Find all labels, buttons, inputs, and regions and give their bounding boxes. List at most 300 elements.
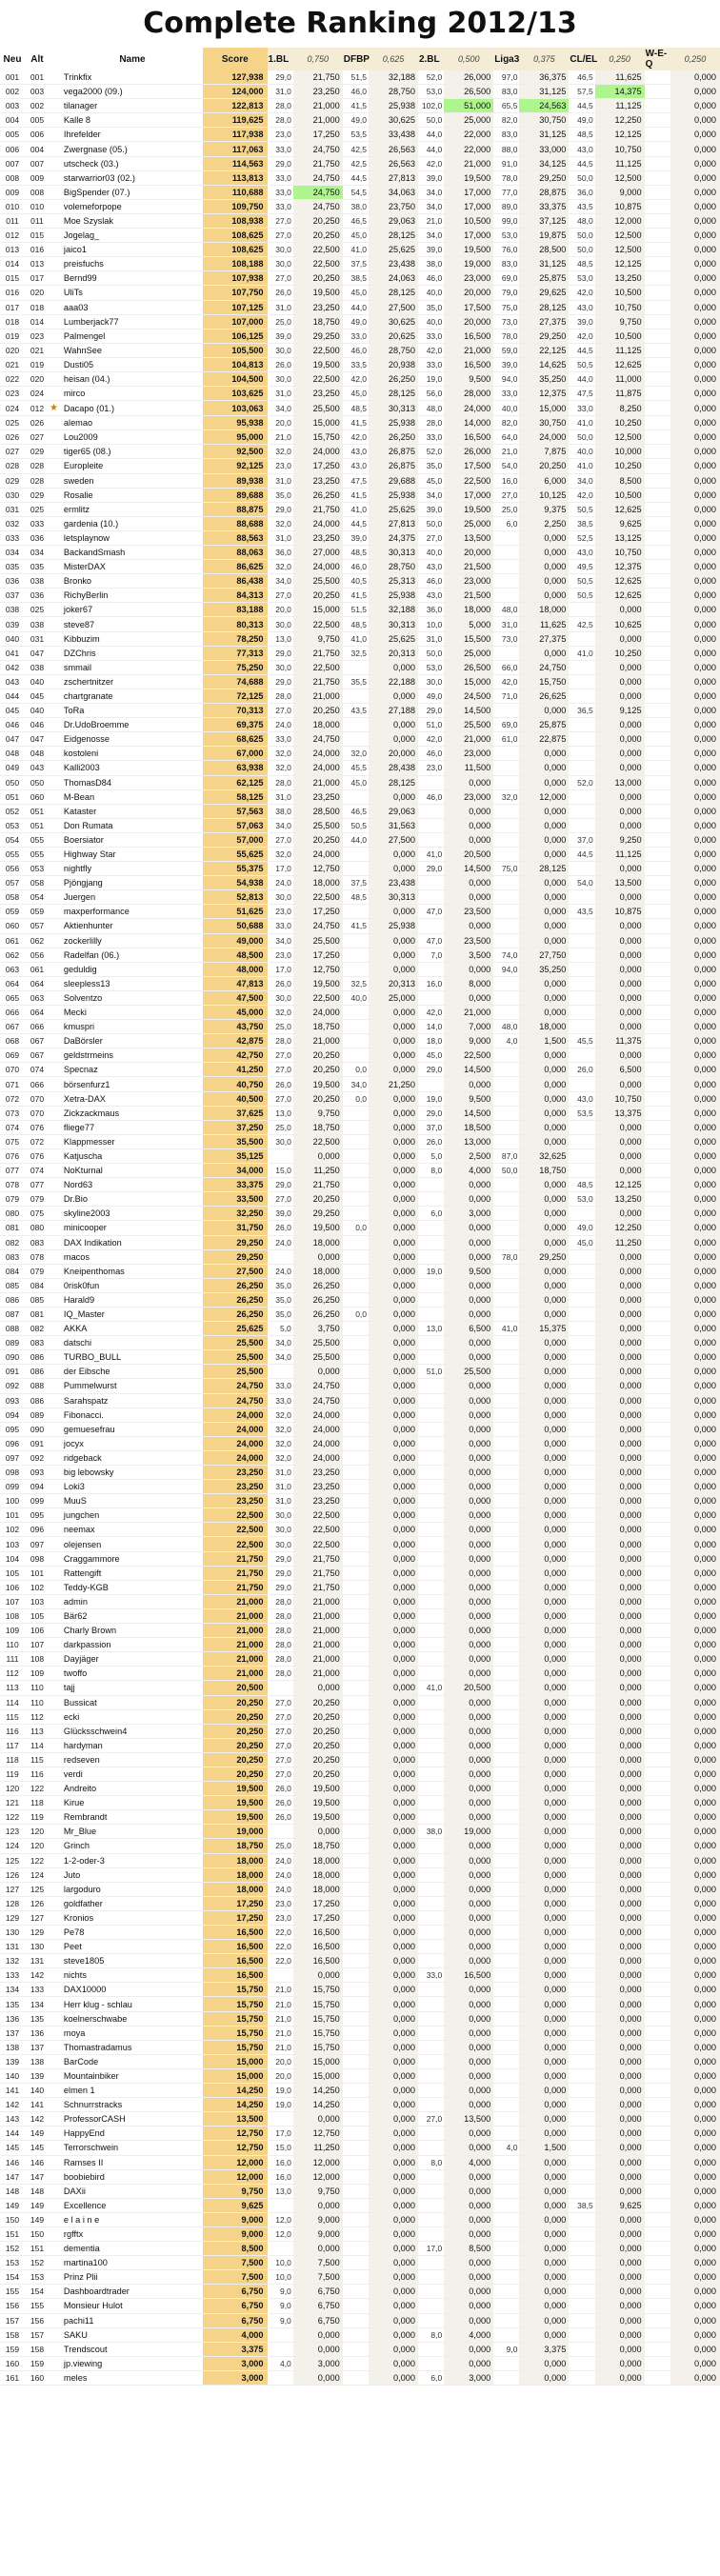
player-name: starwarrior03 (02.): [62, 170, 203, 185]
total-score: 114,563: [203, 156, 268, 170]
rank-new: 102: [0, 1523, 25, 1537]
points-1bl: 27,0: [268, 1752, 293, 1767]
weighted-1bl: 26,250: [293, 1292, 343, 1307]
rank-new: 023: [0, 387, 25, 401]
points-dfbp: [343, 2169, 369, 2184]
points-2bl: 40,0: [418, 546, 444, 560]
weighted-dfbp: 28,438: [369, 761, 418, 775]
points-weq: [645, 488, 670, 502]
rank-new: 148: [0, 2184, 25, 2198]
rank-new: 066: [0, 1006, 25, 1020]
points-clel: 43,0: [569, 546, 594, 560]
table-row: [0, 2141, 720, 2155]
points-weq: [645, 1867, 670, 1882]
points-1bl: 39,0: [268, 1207, 293, 1221]
points-dfbp: [343, 1695, 369, 1709]
points-dfbp: 32,5: [343, 646, 369, 660]
rank-old: 083: [25, 1235, 50, 1249]
points-clel: [569, 1608, 594, 1623]
points-clel: [569, 1968, 594, 1983]
weighted-clel: 12,500: [595, 243, 645, 257]
weighted-liga3: 28,125: [519, 300, 569, 314]
weighted-weq: 0,000: [670, 1853, 720, 1867]
points-1bl: 27,0: [268, 1709, 293, 1724]
rank-new: 152: [0, 2242, 25, 2256]
weighted-liga3: 0,000: [519, 530, 569, 545]
weighted-clel: 0,000: [595, 1393, 645, 1408]
weighted-clel: 0,000: [595, 2112, 645, 2127]
rank-new: 144: [0, 2127, 25, 2141]
row-marker: [50, 2285, 62, 2299]
weighted-clel: 12,625: [595, 574, 645, 589]
points-clel: 41,0: [569, 416, 594, 430]
points-dfbp: [343, 1422, 369, 1436]
points-2bl: 29,0: [418, 1063, 444, 1077]
points-clel: [569, 2313, 594, 2327]
weighted-weq: 0,000: [670, 357, 720, 371]
weighted-2bl: 0,000: [444, 990, 493, 1005]
weighted-1bl: 23,250: [293, 1480, 343, 1494]
points-clel: [569, 1983, 594, 1997]
total-score: 22,500: [203, 1523, 268, 1537]
player-name: Nord63: [62, 1178, 203, 1192]
points-clel: [569, 1508, 594, 1523]
weighted-2bl: 0,000: [444, 1422, 493, 1436]
weighted-2bl: 23,500: [444, 933, 493, 948]
points-1bl: 31,0: [268, 530, 293, 545]
rank-new: 017: [0, 300, 25, 314]
row-marker: [50, 271, 62, 286]
points-2bl: [418, 2285, 444, 2299]
row-marker: [50, 962, 62, 976]
weighted-2bl: 16,500: [444, 329, 493, 343]
weighted-weq: 0,000: [670, 1148, 720, 1163]
points-weq: [645, 113, 670, 128]
player-name: dementia: [62, 2242, 203, 2256]
row-marker: [50, 1782, 62, 1796]
weighted-liga3: 0,000: [519, 1264, 569, 1278]
row-marker: [50, 1164, 62, 1178]
rank-old: 113: [25, 1724, 50, 1738]
points-1bl: 27,0: [268, 1048, 293, 1063]
weighted-2bl: 0,000: [444, 1221, 493, 1235]
player-name: moya: [62, 2026, 203, 2040]
points-dfbp: [343, 1393, 369, 1408]
weighted-liga3: 0,000: [519, 1608, 569, 1623]
table-row: [0, 243, 720, 257]
points-1bl: 21,0: [268, 430, 293, 445]
weighted-2bl: 0,000: [444, 1077, 493, 1091]
rank-old: 066: [25, 1077, 50, 1091]
weighted-dfbp: 0,000: [369, 1752, 418, 1767]
points-2bl: 30,0: [418, 674, 444, 689]
weighted-dfbp: 24,375: [369, 530, 418, 545]
points-2bl: 29,0: [418, 704, 444, 718]
points-1bl: 30,0: [268, 990, 293, 1005]
points-weq: [645, 589, 670, 603]
points-1bl: 27,0: [268, 1767, 293, 1781]
table-row: [0, 1523, 720, 1537]
points-clel: 52,0: [569, 775, 594, 789]
weighted-1bl: 15,750: [293, 1997, 343, 2011]
points-1bl: 33,0: [268, 170, 293, 185]
weighted-1bl: 22,500: [293, 243, 343, 257]
row-marker: [50, 1077, 62, 1091]
weighted-liga3: 0,000: [519, 1450, 569, 1465]
points-1bl: 4,0: [268, 2356, 293, 2370]
rank-old: 159: [25, 2356, 50, 2370]
player-name: kostoleni: [62, 747, 203, 761]
weighted-2bl: 0,000: [444, 1954, 493, 1968]
table-row: [0, 343, 720, 357]
points-2bl: 46,0: [418, 271, 444, 286]
points-clel: [569, 933, 594, 948]
weighted-clel: 0,000: [595, 1709, 645, 1724]
table-row: [0, 1178, 720, 1192]
points-clel: [569, 804, 594, 818]
points-dfbp: [343, 1767, 369, 1781]
total-score: 25,500: [203, 1350, 268, 1365]
row-marker: [50, 1594, 62, 1608]
player-name: ridgeback: [62, 1450, 203, 1465]
row-marker: [50, 603, 62, 617]
points-weq: [645, 459, 670, 473]
points-weq: [645, 314, 670, 329]
total-score: 20,250: [203, 1695, 268, 1709]
weighted-dfbp: 0,000: [369, 1997, 418, 2011]
points-2bl: [418, 1667, 444, 1681]
weighted-dfbp: 0,000: [369, 1983, 418, 1997]
weighted-2bl: 20,500: [444, 1681, 493, 1695]
weighted-dfbp: 0,000: [369, 2299, 418, 2313]
weighted-weq: 0,000: [670, 1164, 720, 1178]
weighted-weq: 0,000: [670, 2054, 720, 2068]
weighted-1bl: 19,500: [293, 1810, 343, 1825]
points-liga3: 25,0: [493, 502, 519, 516]
weighted-liga3: 0,000: [519, 1752, 569, 1767]
player-name: jaico1: [62, 243, 203, 257]
points-liga3: [493, 1278, 519, 1292]
points-clel: [569, 1667, 594, 1681]
table-row: [0, 1264, 720, 1278]
weighted-2bl: 0,000: [444, 1667, 493, 1681]
table-row: [0, 445, 720, 459]
weighted-weq: 0,000: [670, 2327, 720, 2342]
weighted-clel: 0,000: [595, 747, 645, 761]
table-row: [0, 1566, 720, 1580]
weighted-weq: 0,000: [670, 1580, 720, 1594]
points-liga3: [493, 1997, 519, 2011]
rank-old: 009: [25, 170, 50, 185]
table-row: [0, 1709, 720, 1724]
weighted-1bl: 18,750: [293, 1020, 343, 1034]
weighted-dfbp: 0,000: [369, 1278, 418, 1292]
points-weq: [645, 1839, 670, 1853]
row-marker: [50, 804, 62, 818]
weighted-2bl: 0,000: [444, 1926, 493, 1940]
rank-old: 038: [25, 660, 50, 674]
weighted-liga3: 0,000: [519, 876, 569, 890]
points-clel: [569, 1523, 594, 1537]
weighted-dfbp: 20,313: [369, 976, 418, 990]
points-1bl: 13,0: [268, 631, 293, 646]
points-weq: [645, 660, 670, 674]
weighted-1bl: 24,750: [293, 170, 343, 185]
rank-old: 008: [25, 185, 50, 199]
rank-new: 006: [0, 142, 25, 156]
weighted-dfbp: 0,000: [369, 847, 418, 861]
rank-old: 033: [25, 516, 50, 530]
weighted-1bl: 17,250: [293, 128, 343, 142]
points-clel: [569, 2299, 594, 2313]
weighted-liga3: 0,000: [519, 2256, 569, 2270]
weighted-dfbp: 0,000: [369, 1624, 418, 1638]
rank-new: 139: [0, 2054, 25, 2068]
points-1bl: 25,0: [268, 1839, 293, 1853]
rank-old: 018: [25, 300, 50, 314]
weighted-clel: 0,000: [595, 1867, 645, 1882]
row-marker: [50, 1608, 62, 1623]
weighted-clel: 0,000: [595, 718, 645, 732]
player-name: Ihrefelder: [62, 128, 203, 142]
row-marker: [50, 1422, 62, 1436]
row-marker: [50, 213, 62, 228]
table-row: [0, 156, 720, 170]
weighted-weq: 0,000: [670, 99, 720, 113]
rank-new: 147: [0, 2169, 25, 2184]
weighted-2bl: 13,500: [444, 530, 493, 545]
weighted-weq: 0,000: [670, 1408, 720, 1422]
weighted-1bl: 18,750: [293, 1120, 343, 1134]
rank-new: 131: [0, 1940, 25, 1954]
total-score: 89,938: [203, 473, 268, 488]
table-row: [0, 1134, 720, 1148]
points-liga3: [493, 2256, 519, 2270]
points-1bl: 28,0: [268, 775, 293, 789]
points-2bl: [418, 2299, 444, 2313]
total-score: 37,625: [203, 1106, 268, 1120]
points-liga3: [493, 890, 519, 905]
weighted-2bl: 0,000: [444, 2011, 493, 2026]
points-dfbp: 46,0: [343, 85, 369, 99]
rank-old: 043: [25, 761, 50, 775]
points-dfbp: [343, 905, 369, 919]
total-score: 21,000: [203, 1624, 268, 1638]
weighted-dfbp: 0,000: [369, 2285, 418, 2299]
points-liga3: [493, 1551, 519, 1566]
weighted-1bl: 6,750: [293, 2313, 343, 2327]
header-name: Name: [119, 53, 146, 65]
weighted-1bl: 25,500: [293, 1336, 343, 1350]
weighted-liga3: 29,250: [519, 170, 569, 185]
weighted-liga3: 0,000: [519, 2169, 569, 2184]
weighted-dfbp: 0,000: [369, 1608, 418, 1623]
weighted-dfbp: 0,000: [369, 1192, 418, 1207]
table-row: [0, 1408, 720, 1422]
weighted-liga3: 27,750: [519, 948, 569, 962]
weighted-weq: 0,000: [670, 1608, 720, 1623]
header-weight-dfbp: 0,625: [369, 48, 418, 70]
weighted-2bl: 0,000: [444, 2040, 493, 2054]
weighted-clel: 0,000: [595, 1379, 645, 1393]
points-weq: [645, 876, 670, 890]
weighted-2bl: 0,000: [444, 1594, 493, 1608]
rank-new: 118: [0, 1752, 25, 1767]
table-row: [0, 2242, 720, 2256]
weighted-liga3: 29,625: [519, 286, 569, 300]
points-2bl: [418, 919, 444, 933]
weighted-2bl: 7,000: [444, 1020, 493, 1034]
player-name: zockerlilly: [62, 933, 203, 948]
points-weq: [645, 1379, 670, 1393]
weighted-1bl: 21,750: [293, 502, 343, 516]
weighted-clel: 9,625: [595, 2198, 645, 2212]
rank-old: 154: [25, 2285, 50, 2299]
weighted-liga3: 0,000: [519, 1638, 569, 1652]
table-row: [0, 99, 720, 113]
player-name: DZChris: [62, 646, 203, 660]
points-weq: [645, 1134, 670, 1148]
weighted-liga3: 0,000: [519, 761, 569, 775]
points-2bl: 28,0: [418, 416, 444, 430]
points-liga3: [493, 546, 519, 560]
weighted-weq: 0,000: [670, 704, 720, 718]
points-1bl: 28,0: [268, 1652, 293, 1667]
rank-old: 152: [25, 2256, 50, 2270]
rank-new: 041: [0, 646, 25, 660]
points-1bl: 34,0: [268, 1336, 293, 1350]
points-weq: [645, 156, 670, 170]
star-icon: ★: [49, 403, 58, 414]
rank-old: 118: [25, 1796, 50, 1810]
points-clel: 37,0: [569, 832, 594, 847]
weighted-liga3: 0,000: [519, 1379, 569, 1393]
player-name: darkpassion: [62, 1638, 203, 1652]
weighted-2bl: 24,500: [444, 689, 493, 703]
points-clel: [569, 2327, 594, 2342]
total-score: 124,000: [203, 85, 268, 99]
weighted-weq: 0,000: [670, 1034, 720, 1048]
weighted-2bl: 0,000: [444, 1350, 493, 1365]
weighted-liga3: 32,625: [519, 1148, 569, 1163]
weighted-1bl: 20,250: [293, 1738, 343, 1752]
weighted-clel: 0,000: [595, 1724, 645, 1738]
weighted-1bl: 18,750: [293, 314, 343, 329]
weighted-dfbp: 0,000: [369, 1537, 418, 1551]
weighted-1bl: 20,250: [293, 271, 343, 286]
weighted-2bl: 17,000: [444, 229, 493, 243]
weighted-liga3: 0,000: [519, 1466, 569, 1480]
rank-old: 092: [25, 1450, 50, 1465]
points-clel: 45,5: [569, 1034, 594, 1048]
player-name: Kalle 8: [62, 113, 203, 128]
points-liga3: 71,0: [493, 689, 519, 703]
weighted-clel: 10,500: [595, 329, 645, 343]
rank-new: 135: [0, 1997, 25, 2011]
weighted-1bl: 19,500: [293, 1221, 343, 1235]
points-1bl: 29,0: [268, 502, 293, 516]
points-2bl: [418, 990, 444, 1005]
table-row: [0, 271, 720, 286]
points-liga3: 94,0: [493, 371, 519, 386]
weighted-liga3: 0,000: [519, 1221, 569, 1235]
player-name: Pe78: [62, 1926, 203, 1940]
points-1bl: 25,0: [268, 1020, 293, 1034]
player-name: skyline2003: [62, 1207, 203, 1221]
points-1bl: 30,0: [268, 371, 293, 386]
total-score: 63,938: [203, 761, 268, 775]
weighted-liga3: 2,250: [519, 516, 569, 530]
points-dfbp: [343, 1249, 369, 1264]
total-score: 108,188: [203, 257, 268, 271]
row-marker: [50, 243, 62, 257]
points-2bl: 40,0: [418, 286, 444, 300]
rank-old: 024: [25, 387, 50, 401]
weighted-liga3: 0,000: [519, 2068, 569, 2083]
table-row: [0, 1034, 720, 1048]
row-marker: [50, 229, 62, 243]
rank-new: 086: [0, 1292, 25, 1307]
weighted-2bl: 0,000: [444, 2285, 493, 2299]
points-weq: [645, 2370, 670, 2385]
points-1bl: 34,0: [268, 574, 293, 589]
rank-new: 072: [0, 1091, 25, 1106]
weighted-clel: 12,625: [595, 357, 645, 371]
weighted-clel: 0,000: [595, 2313, 645, 2327]
weighted-weq: 0,000: [670, 1926, 720, 1940]
player-name: Monsieur Hulot: [62, 2299, 203, 2313]
rank-old: 120: [25, 1825, 50, 1839]
points-weq: [645, 85, 670, 99]
points-1bl: 16,0: [268, 2155, 293, 2169]
player-name: neemax: [62, 1523, 203, 1537]
points-weq: [645, 2112, 670, 2127]
table-row: [0, 1450, 720, 1465]
points-weq: [645, 128, 670, 142]
rank-new: 015: [0, 271, 25, 286]
weighted-weq: 0,000: [670, 832, 720, 847]
points-dfbp: 42,0: [343, 371, 369, 386]
points-dfbp: [343, 1207, 369, 1221]
points-1bl: 38,0: [268, 804, 293, 818]
weighted-2bl: 0,000: [444, 1810, 493, 1825]
points-2bl: 8,0: [418, 2327, 444, 2342]
weighted-liga3: 29,250: [519, 1249, 569, 1264]
total-score: 26,250: [203, 1278, 268, 1292]
weighted-clel: 0,000: [595, 1408, 645, 1422]
total-score: 70,313: [203, 704, 268, 718]
row-marker: [50, 646, 62, 660]
points-1bl: 28,0: [268, 1667, 293, 1681]
rank-old: 156: [25, 2313, 50, 2327]
rank-old: 088: [25, 1379, 50, 1393]
points-clel: [569, 1580, 594, 1594]
points-weq: [645, 689, 670, 703]
row-marker: [50, 876, 62, 890]
rank-old: 067: [25, 1048, 50, 1063]
weighted-2bl: 4,000: [444, 2327, 493, 2342]
rank-new: 127: [0, 1882, 25, 1896]
rank-new: 054: [0, 832, 25, 847]
row-marker: [50, 1192, 62, 1207]
weighted-clel: 0,000: [595, 2342, 645, 2356]
points-1bl: 35,0: [268, 1292, 293, 1307]
points-2bl: 42,0: [418, 732, 444, 747]
player-name: macos: [62, 1249, 203, 1264]
points-weq: [645, 1494, 670, 1508]
total-score: 15,000: [203, 2054, 268, 2068]
points-1bl: 12,0: [268, 2212, 293, 2227]
